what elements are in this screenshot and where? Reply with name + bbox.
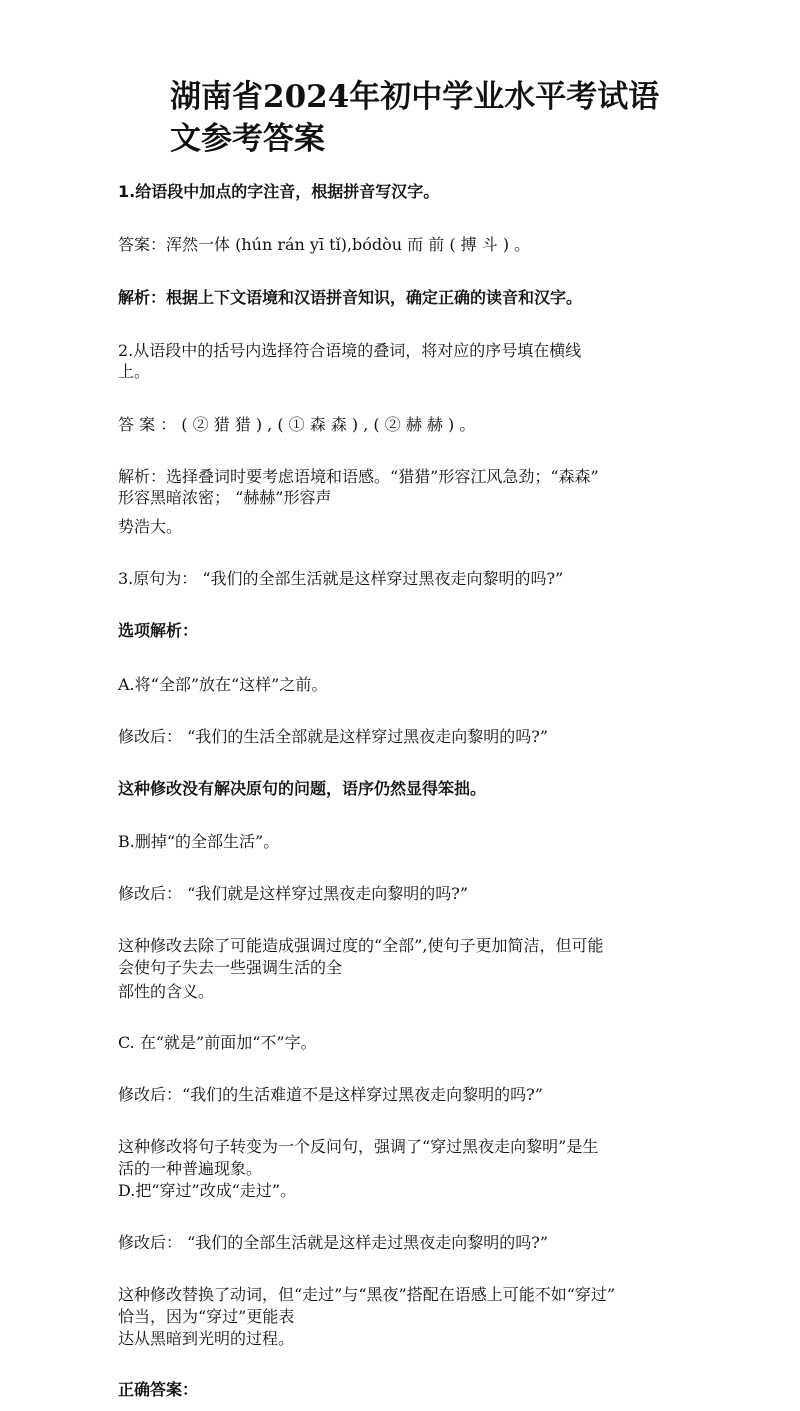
q2-question-line-2: 上。 [118,362,151,381]
q3-correct-answer-heading: 正确答案： [118,1380,199,1399]
q3-option-b-comment-line-3: 部性的含义。 [118,982,215,1001]
q3-option-c: C. 在“就是”前面加“不”字。 [118,1033,317,1052]
q3-option-a-revised: 修改后： “我们的生活全部就是这样穿过黑夜走向黎明的吗?” [118,727,549,746]
q2-analysis-line-2: 形容黑暗浓密； “赫赫”形容声 [118,488,332,507]
q3-option-d-comment-line-1: 这种修改替换了动词，但“走过”与“黑夜”搭配在语感上可能不如“穿过” [118,1285,616,1304]
q3-option-b: B.删掉“的全部生活”。 [118,832,280,851]
q2-analysis-line-3: 势浩大。 [118,517,183,536]
q2-question-line-1: 2.从语段中的括号内选择符合语境的叠词，将对应的序号填在横线 [118,341,582,360]
q2-answer: 答 案 ： ( ② 猎 猎 ) , ( ① 森 森 ) , ( ② 赫 赫 ) 。 [118,415,476,434]
title-line-2: 文参考答案 [170,121,325,157]
q3-option-d-revised: 修改后： “我们的全部生活就是这样走过黑夜走向黎明的吗?” [118,1233,549,1252]
document-title [170,76,670,160]
q3-option-a-comment: 这种修改没有解决原句的问题，语序仍然显得笨拙。 [118,779,487,798]
q3-option-d-comment-line-2: 恰当，因为“穿过”更能表 [118,1307,295,1326]
q3-option-d: D.把“穿过”改成“走过”。 [118,1181,297,1200]
q3-option-c-comment-line-2: 活的一种普遍现象。 [118,1159,263,1178]
q3-option-b-comment-line-1: 这种修改去除了可能造成强调过度的“全部”,使句子更加简洁，但可能 [118,936,604,955]
title-line-1: 湖南省2024年初中学业水平考试语 [170,79,660,115]
q3-options-heading: 选项解析： [118,621,199,640]
q3-original-sentence: 3.原句为： “我们的全部生活就是这样穿过黑夜走向黎明的吗?” [118,569,564,588]
q3-option-a: A.将“全部”放在“这样”之前。 [118,675,328,694]
q3-option-b-revised: 修改后： “我们就是这样穿过黑夜走向黎明的吗?” [118,884,469,903]
q1-answer: 答案：浑然一体 (hún rán yī tǐ),bódòu 而 前 ( 搏 斗 ) 。 [118,235,531,254]
q1-question: 1.给语段中加点的字注音，根据拼音写汉字。 [118,182,440,201]
q3-option-c-revised: 修改后：“我们的生活难道不是这样穿过黑夜走向黎明的吗?” [118,1085,543,1104]
q3-option-b-comment-line-2: 会使句子失去一些强调生活的全 [118,958,343,977]
q3-option-d-comment-line-3: 达从黑暗到光明的过程。 [118,1329,295,1348]
q1-analysis: 解析：根据上下文语境和汉语拼音知识，确定正确的读音和汉字。 [118,288,583,307]
q3-option-c-comment-line-1: 这种修改将句子转变为一个反问句，强调了“穿过黑夜走向黎明”是生 [118,1137,599,1156]
q2-analysis-line-1: 解析：选择叠词时要考虑语境和语感。“猎猎”形容江风急劲；“森森” [118,467,599,486]
